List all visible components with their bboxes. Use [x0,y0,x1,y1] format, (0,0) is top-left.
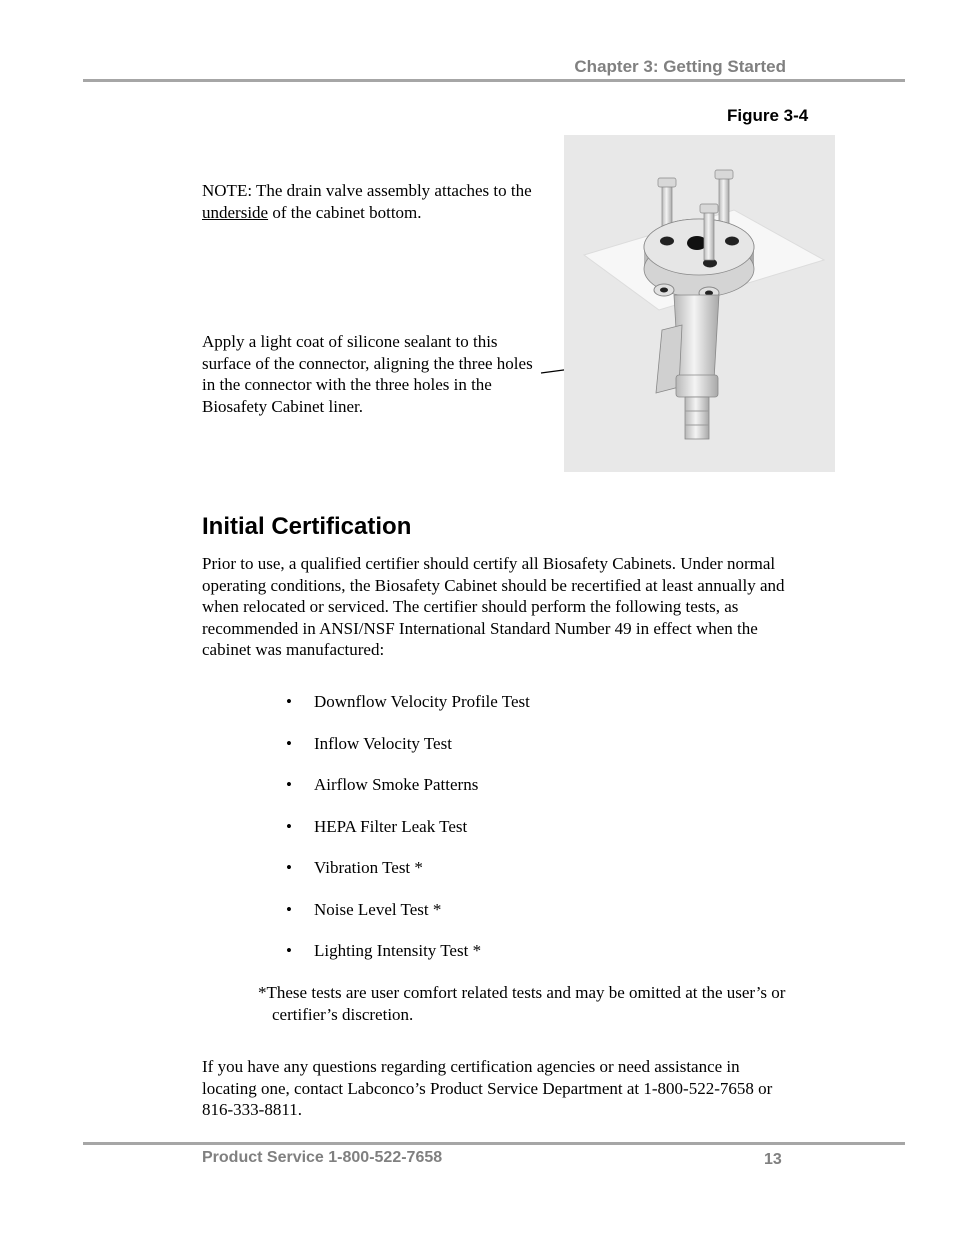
list-item: • Airflow Smoke Patterns [283,774,530,816]
list-item: • HEPA Filter Leak Test [283,816,530,858]
list-item: • Downflow Velocity Profile Test [283,691,530,733]
hex-nut [676,375,718,397]
figure-note: NOTE: The drain valve assembly attaches to the underside of the cabinet bottom. [202,181,532,222]
page-number: 13 [764,1151,782,1168]
footer-service: Product Service 1-800-522-7658 [202,1149,443,1166]
drain-valve-figure [564,135,835,472]
list-item: • Inflow Velocity Test [283,733,530,775]
drain-valve-illustration [564,135,835,472]
footer-rule [83,1142,905,1145]
footnote: *These tests are user comfort related tests and may be omitted at the user’s or certifier’s discretion. [258,983,786,1024]
list-item: • Noise Level Test * [283,899,530,941]
test-list [283,691,530,982]
header-rule [83,79,905,82]
underline-emphasis: underside [202,202,269,222]
bolt [704,210,714,260]
chapter-header: Chapter 3: Getting Started [574,57,786,76]
list-item: • Vibration Test * [283,857,530,899]
section-title: Initial Certification [202,513,412,540]
contact-paragraph: If you have any questions regarding certification agencies or need assistance in locating one, contact Labconco’s Product Service Department at 1-800-522-7658 or 816-333-8811. [202,1057,773,1119]
intro-paragraph: Prior to use, a qualified certifier should certify all Biosafety Cabinets. Under normal operating conditions, the Biosafety Cabinet should be recertified at least annually and when relocated or serviced. The certifier should perform the following tests, as recommended in ANSI/NSF International Standard Number 49 in effect when the cabinet was manufactured: [202,554,785,659]
list-item: • Lighting Intensity Test * [283,940,530,982]
sealant-instruction: Apply a light coat of silicone sealant to this surface of the connector, aligning the three holes in the connector with the three holes in the Biosafety Cabinet liner. [202,332,533,416]
figure-label: Figure 3-4 [727,106,809,125]
hose-barb [685,397,709,439]
